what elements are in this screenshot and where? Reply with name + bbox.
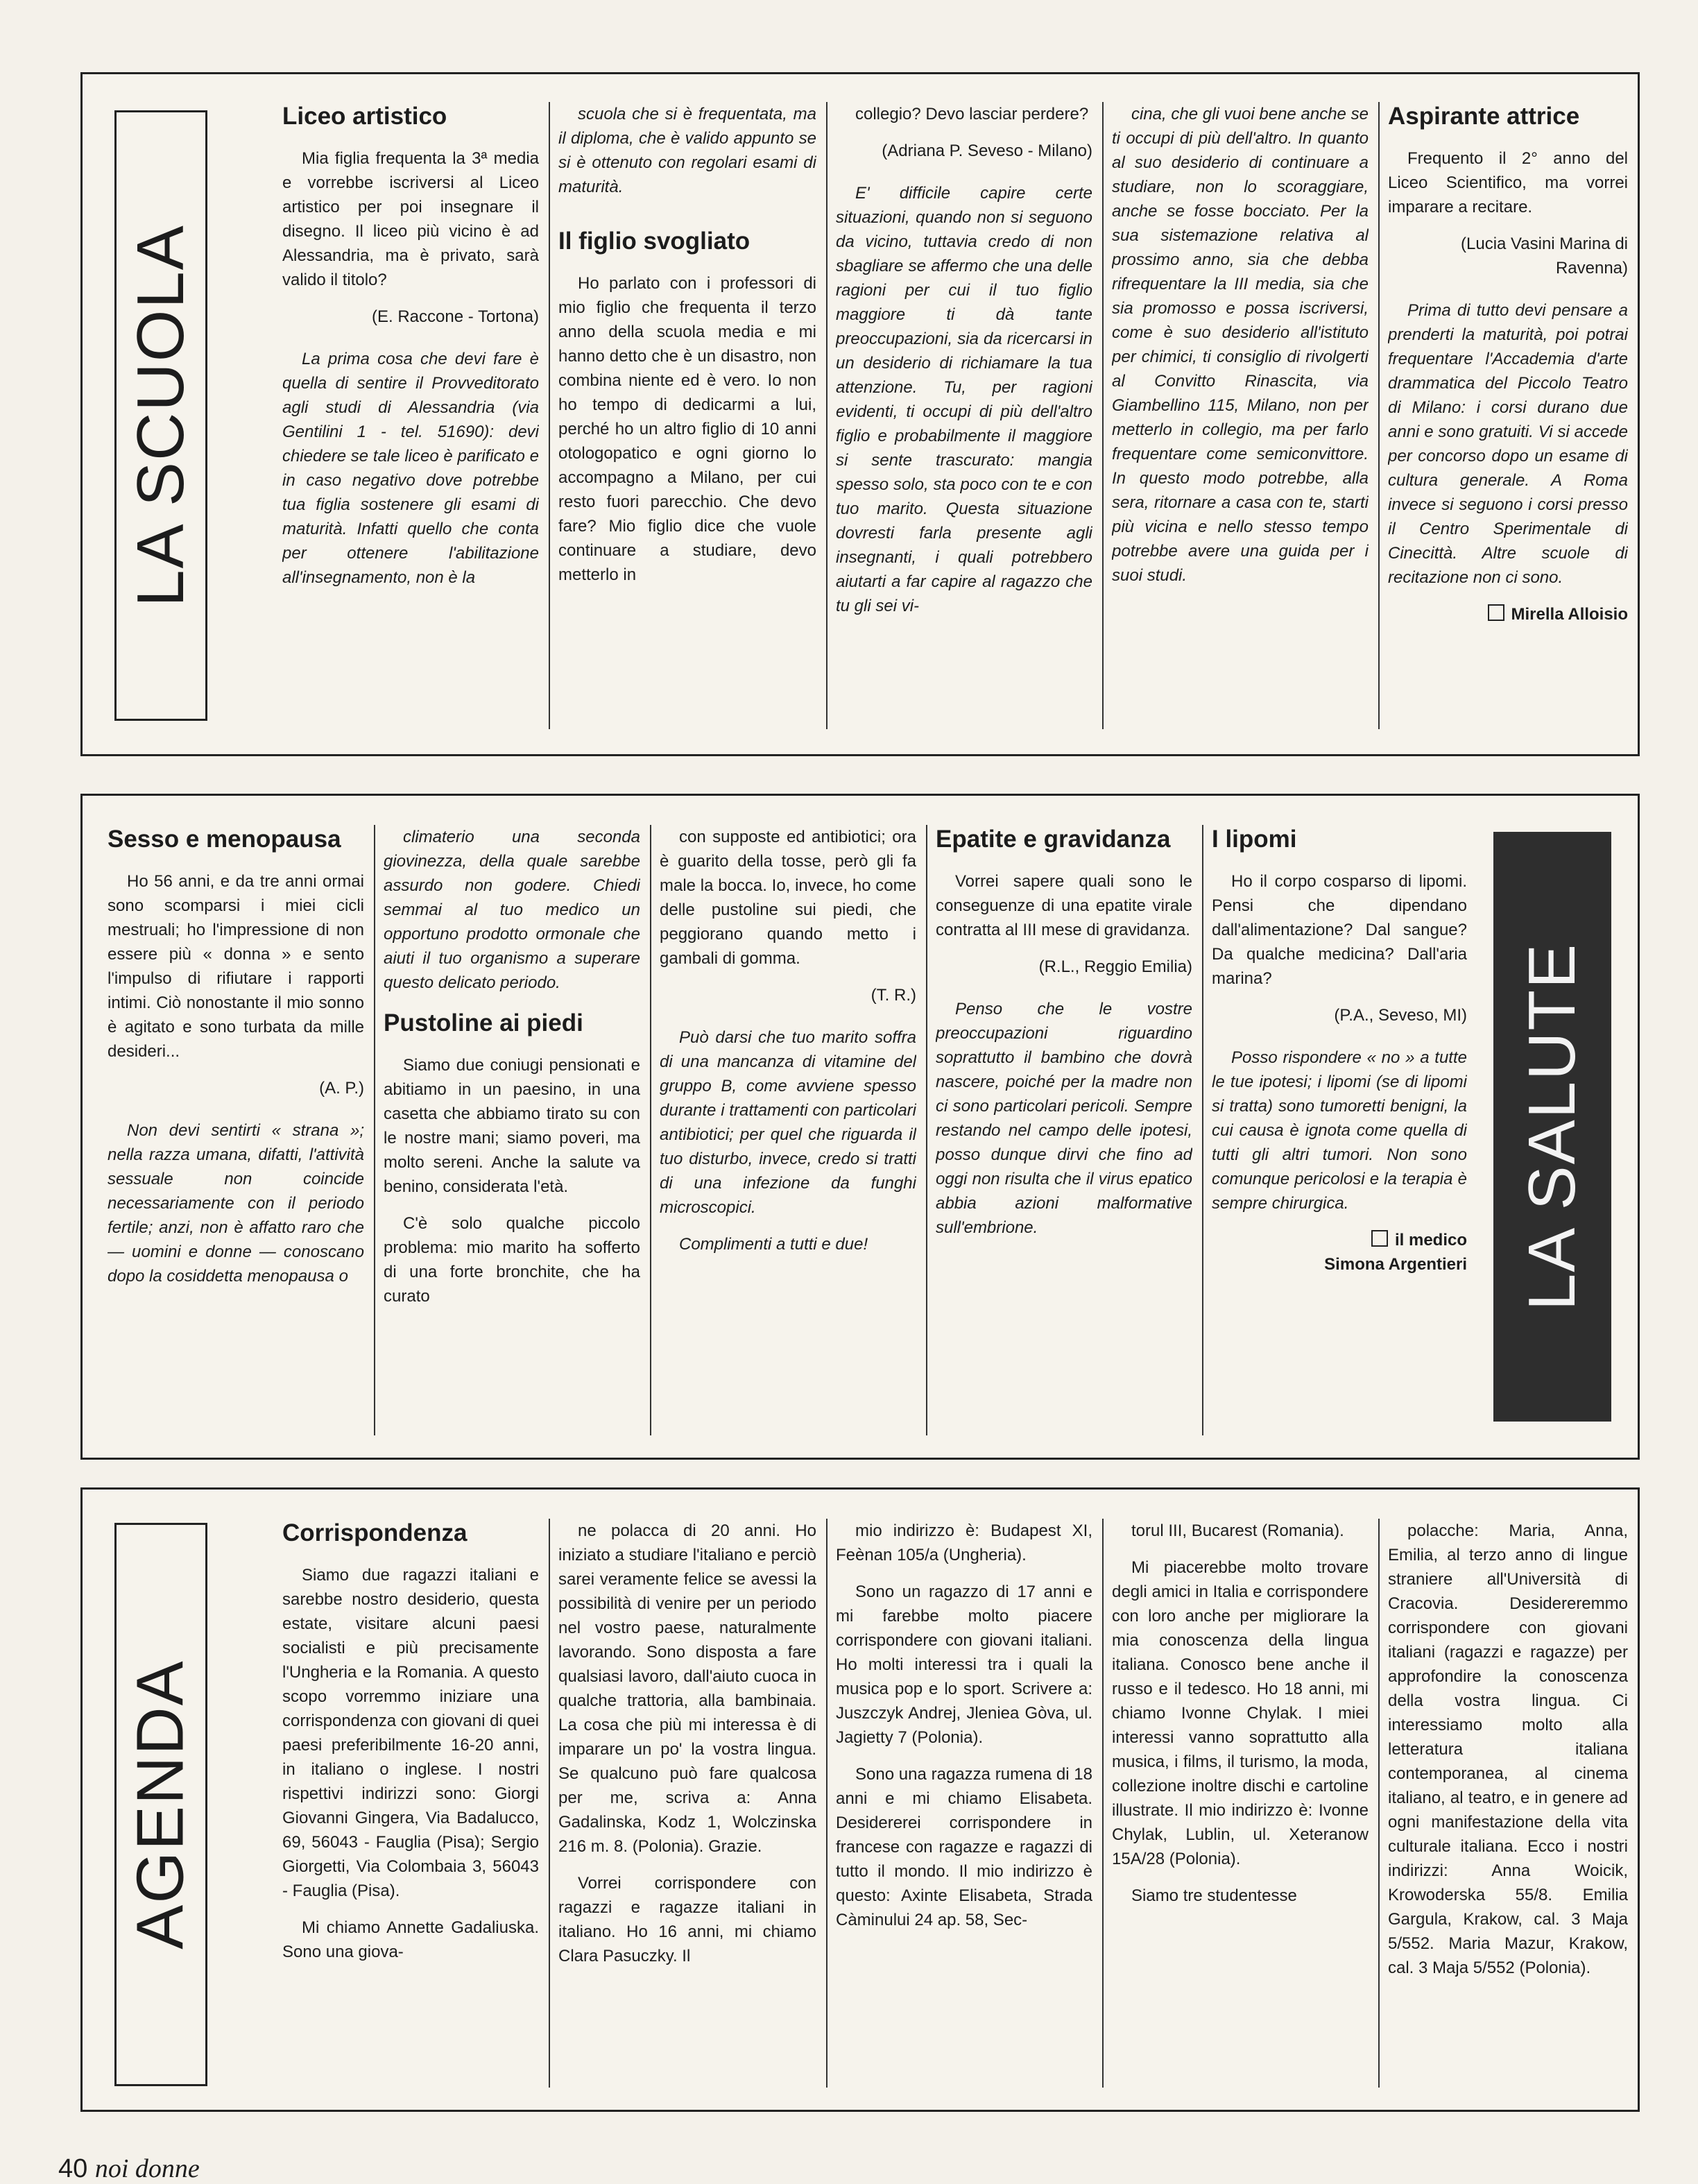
sesso-question: Ho 56 anni, e da tre anni ormai sono scomparsi i miei cicli mestruali; ho l'impressione di non essere più « donna » e sento l'impulso di rifiutare i rapporti intimi. Ciò nonostante il mio sonno è agitato e sono turbata da mille desideri... [108,872,364,1061]
pustoline-sig: (T. R.) [871,986,916,1005]
salute-col-5 [1212,825,1467,1442]
agenda-col-2 [558,1519,816,2101]
liceo-title: Liceo artistico [282,103,447,130]
scuola-divider-1 [549,102,550,729]
salute-divider-4 [1202,825,1203,1435]
figlio-answer-2: cina, che gli vuoi bene anche se ti occupi di più dell'altro. In quanto al suo desiderio di continuare a studiare, non lo scoraggiare, anche se fosse bocciato. Per la sua sistemazione relativa al prossimo anno, sia che debba rifrequentare la III media, sia che sia promosso e possa iscriversi, come è suo desiderio all'istituto per chimici, ti consiglio di rivolgerti al Convitto Rinascita, via Giambellino 115, Milano, non per metterlo in collegio, ma per farlo frequentare come semiconvittore. In questo modo potrebbe, alla sera, ritornare a casa con te, starti più vicina e nello stesso tempo potrebbe avere una guida per i suoi studi. [1112,105,1369,585]
scuola-author [1388,602,1628,626]
scuola-author-name: Mirella Alloisio [1511,605,1628,624]
scuola-label: LA SCUOLA [123,224,198,607]
agenda-col3-p1: mio indirizzo è: Budapest XI, Feènan 105/a (Ungheria). [836,1521,1092,1564]
checkbox-square-icon [1371,1230,1388,1247]
lipomi-sig: (P.A., Seveso, MI) [1334,1006,1467,1025]
epatite-question: Vorrei sapere quali sono le conseguenze di una epatite virale contratta al III mese di gravidanza. [936,872,1192,939]
magazine-name: noi donne [94,2154,200,2183]
agenda-col1-p1: Siamo due ragazzi italiani e sarebbe nostro desiderio, questa estate, visitare alcuni paesi socialisti e più precisamente l'Ungheria e la Romania. A questo scopo vorremmo iniziare una corrispondenza con giovani di quei paesi preferibilmente 16-20 anni, in italiano o inglese. I nostri rispettivi indirizzi sono: Giorgi Giovanni Gingera, Via Badalucco, 69, 56043 - Fauglia (Pisa); Sergio Giorgetti, Via Colombaia 3, 56043 - Fauglia (Pisa). [282,1566,539,1900]
scuola-col-4 [1112,102,1369,733]
salute-col-1 [108,825,364,1442]
salute-author-role: il medico [1394,1231,1467,1249]
agenda-col4-p1: torul III, Bucarest (Romania). [1131,1521,1344,1540]
sesso-answer-2: climaterio una seconda giovinezza, della quale sarebbe assurdo non godere. Chiedi semmai al tuo medico un opportuno prodotto ormonale che aiuti il tuo organismo a superare questo delicato periodo. [384,828,640,992]
sesso-sig: (A. P.) [319,1079,364,1098]
salute-section [80,794,1640,1460]
agenda-col-5 [1388,1519,1628,2101]
agenda-label-box [114,1523,207,2086]
agenda-col4-p3: Siamo tre studentesse [1131,1886,1297,1905]
page-footer [58,2153,200,2184]
salute-author-name: Simona Argentieri [1324,1255,1467,1274]
scuola-label-box [114,110,207,721]
salute-col-3 [660,825,916,1442]
lipomi-answer: Posso rispondere « no » a tutte le tue ipotesi; i lipomi (se di lipomi si tratta) sono tumoretti benigni, la cui causa è ignota come quella di tutti gli altri tumori. Non sono comunque pericolosi e la terapia è sempre chirurgica. [1212,1048,1467,1213]
epatite-title: Epatite e gravidanza [936,826,1171,853]
liceo-sig: (E. Raccone - Tortona) [372,307,539,326]
sesso-answer-1: Non devi sentirti « strana »; nella razza umana, difatti, l'attività sessuale non coincide necessariamente con il periodo fertile; anzi, non è affatto raro che — uomini e donne — conoscano dopo la cosiddetta menopausa o [108,1121,364,1286]
salute-divider-1 [374,825,375,1435]
agenda-col1-p2: Mi chiamo Annette Gadaliuska. Sono una giova- [282,1918,539,1961]
pustoline-question-1: Siamo due coniugi pensionati e abitiamo in un paesino, in una casetta che abbiamo tirato su con le nostre mani; siamo poveri, ma molto sereni. Anche la salute va benino, considerata l'età. [384,1056,640,1196]
scuola-divider-3 [1102,102,1104,729]
pustoline-answer: Può darsi che tuo marito soffra di una mancanza di vitamine del gruppo B, come avviene spesso durante i trattamenti con particolari antibiotici; per quel che riguarda il tuo disturbo, invece, credo si tratti di una infezione da funghi microscopici. [660,1028,916,1217]
salute-divider-3 [926,825,927,1435]
scuola-divider-4 [1378,102,1380,729]
page-number: 40 [58,2154,88,2183]
attrice-sig: (Lucia Vasini Marina di Ravenna) [1461,234,1628,278]
agenda-divider-2 [826,1519,827,2088]
agenda-col4-p2: Mi piacerebbe molto trovare degli amici in Italia e corrispondere con loro anche per migliorare la mia conoscenza della lingua italiana. Conosco bene anche il russo e il tedesco. Ho 18 anni, mi chiamo Ivonne Chylak. I miei interessi vanno soprattutto alla musica, i films, il turismo, la moda, collezione inoltre dischi e cartoline illustrate. Il mio indirizzo è: Ivonne Chylak, Lublin, ul. Xeteranow 15A/28 (Polonia). [1112,1558,1369,1868]
pustoline-question-3: con supposte ed antibiotici; ora è guarito della tosse, però gli fa male la bocca. Io, invece, ho come delle pustoline sui piedi, che peggiorano quando metto i gambali di gomma. [660,828,916,968]
salute-divider-2 [650,825,651,1435]
salute-author [1212,1228,1467,1252]
checkbox-square-icon [1488,604,1504,621]
agenda-col3-p2: Sono un ragazzo di 17 anni e mi farebbe molto piacere corrispondere con giovani italiani. Ho molti interessi tra i quali la musica pop e lo sport. Scrivere a: Juszczyk Andrej, Jleniea Gòva, ul. Jagietty 7 (Polonia). [836,1582,1092,1747]
epatite-sig: (R.L., Reggio Emilia) [1038,957,1192,976]
salute-col-4 [936,825,1192,1442]
figlio-sig: (Adriana P. Seveso - Milano) [882,142,1092,160]
attrice-title: Aspirante attrice [1388,103,1580,130]
attrice-answer: Prima di tutto devi pensare a prenderti la maturità, poi potrai frequentare l'Accademia d'arte drammatica del Piccolo Teatro di Milano: i corsi durano due anni e sono gratuiti. Vi si accede per concorso dopo un esame di cultura generale. A Roma invece si seguono i corsi presso il Centro Sperimentale di Cinecittà. Altre scuole di recitazione non ci sono. [1388,301,1628,587]
agenda-title: Corrispondenza [282,1519,468,1546]
scuola-col-5 [1388,102,1628,733]
agenda-col2-p1: ne polacca di 20 anni. Ho iniziato a studiare l'italiano e perciò sarei veramente felice se avessi la possibilità di venire per un periodo nel vostro paese, naturalmente lavorando. Sono disposta a fare qualsiasi lavoro, dall'aiuto cuoca in qualche trattoria, alla bambinaia. La cosa che più mi interessa è di imparare un po' la vostra lingua. Se qualcuno può fare qualcosa per me, scriva a: Anna Gadalinska, Kodz 1, Wolczinska 216 m. 8. (Polonia). Grazie. [558,1521,816,1856]
figlio-answer-1: E' difficile capire certe situazioni, quando non si seguono da vicino, tuttavia credo di non sbagliare se affermo che una delle ragioni per cui il tuo figlio maggiore ti dà tante preoccupazioni, sia da ricercarsi in un desiderio di richiamare la tua attenzione. Tu, per ragioni evidenti, ti occupi di più dell'altro figlio e probabilmente il maggiore si sente trascurato: mangia spesso solo, sta poco con te e con tuo marito. Questa situazione dovresti farla presente agli insegnanti, i quali potrebbero aiutarti a far capire al ragazzo che tu gli sei vi- [836,184,1092,615]
agenda-col-3 [836,1519,1092,2101]
pustoline-title: Pustoline ai piedi [384,1009,583,1036]
agenda-divider-4 [1378,1519,1380,2088]
agenda-col3-p3: Sono una ragazza rumena di 18 anni e mi chiamo Elisabeta. Desidererei corrispondere in francese con ragazze e ragazzi di tutto il mondo. Il mio indirizzo è questo: Axinte Elisabeta, Strada Càminului 24 ap. 58, Sec- [836,1765,1092,1929]
scuola-col-2 [558,102,816,733]
agenda-divider-1 [549,1519,550,2088]
salute-label-box [1493,832,1611,1422]
agenda-col2-p2: Vorrei corrispondere con ragazzi e ragazze italiani in italiano. Ho 16 anni, mi chiamo Clara Pasuczky. Il [558,1874,816,1965]
pustoline-question-2: C'è solo qualche piccolo problema: mio marito ha sofferto di una forte bronchite, che ha curato [384,1214,640,1306]
agenda-col-1 [282,1519,539,2101]
agenda-divider-3 [1102,1519,1104,2088]
scuola-section [80,72,1640,756]
agenda-col-4 [1112,1519,1369,2101]
attrice-question: Frequento il 2° anno del Liceo Scientifico, ma vorrei imparare a recitare. [1388,149,1628,216]
agenda-col5-p1: polacche: Maria, Anna, Emilia, al terzo anno di lingue straniere all'Università di Cracovia. Desidereremmo corrispondere con giovani italiani (ragazzi e ragazze) per approfondire la conoscenza della vostra lingua. Ci interessiamo molto alla letteratura italiana contemporanea, al cinema italiano, al teatro, e in genere ad ogni manifestazione della vita culturale italiana. Ecco i nostri indirizzi: Anna Woicik, Krowoderska 55/8. Emilia Gargula, Krakow, cal. 3 Maja 5/552. Maria Mazur, Krakow, cal. 3 Maja 5/552 (Polonia). [1388,1521,1628,1977]
liceo-answer-1: La prima cosa che devi fare è quella di sentire il Provveditorato agli studi di Alessandria (via Gentilini 1 - tel. 51690): devi chiedere se tale liceo è parificato e in caso negativo dove potrebbe tua figlia sostenere gli esami di maturità. Infatti quello che conta per ottenere l'abilitazione all'insegnamento, non è la [282,350,539,587]
salute-label: LA SALUTE [1515,942,1589,1311]
figlio-question-2: collegio? Devo lasciar perdere? [855,105,1089,123]
agenda-label: AGENDA [123,1660,198,1950]
figlio-title: Il figlio svogliato [558,228,751,255]
liceo-question: Mia figlia frequenta la 3ª media e vorrebbe iscriversi al Liceo artistico per poi insegnare il disegno. Il liceo più vicino è ad Alessandria, ma è privato, sarà valido il titolo? [282,149,539,289]
salute-col-2 [384,825,640,1442]
lipomi-title: I lipomi [1212,826,1297,853]
epatite-answer: Penso che le vostre preoccupazioni riguardino soprattutto il bambino che dovrà nascere, poiché per la madre non ci sono particolari pericoli. Sempre restando nel campo delle ipotesi, posso dunque dirvi che fino ad oggi non risulta che il virus epatico abbia azioni malformative sull'embrione. [936,1000,1192,1237]
pustoline-closing: Complimenti a tutti e due! [679,1235,868,1254]
scuola-col-3 [836,102,1092,733]
sesso-title: Sesso e menopausa [108,826,341,853]
scuola-col-1 [282,102,539,733]
liceo-answer-2: scuola che si è frequentata, ma il diploma, che è valido appunto se si è ottenuto con regolari esami di maturità. [558,105,816,196]
lipomi-question: Ho il corpo cosparso di lipomi. Pensi che dipendano dall'alimentazione? Dal sangue? Da qualche medicina? Dall'aria marina? [1212,872,1467,988]
agenda-section [80,1487,1640,2112]
scuola-divider-2 [826,102,827,729]
figlio-question-1: Ho parlato con i professori di mio figlio che frequenta il terzo anno della scuola media e mi hanno detto che è un disastro, non combina niente ed è vero. Io non ho tempo di dedicarmi a lui, perché ho un altro figlio di 10 anni otologopatico e ogni giorno lo accompagno a Milano, per cui resto fuori parecchio. Che devo fare? Mio figlio dice che vuole continuare a studiare, devo metterlo in [558,274,816,584]
